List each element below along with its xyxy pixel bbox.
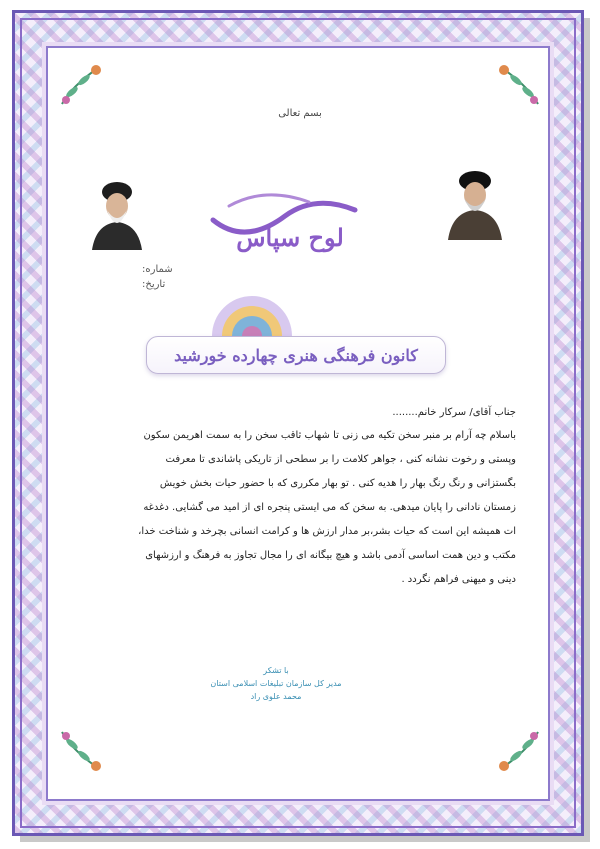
title-text: لوح سپاس <box>236 223 344 252</box>
bismillah-heading: بسم تعالی <box>278 108 322 119</box>
signature-position: مدیر کل سازمان تبلیغات اسلامی استان <box>210 679 342 688</box>
letter-line: مکتب و دین همت اساسی آدمی باشد و هیچ بیگانه ای را مجال تجاوز به فرهنگ و ارزشهای <box>145 550 516 561</box>
letter-line: ات همیشه این است که حیات بشر،بر مدار ارزش ها و کرامت انسانی بچرخد و شناخت خدا، <box>138 526 516 537</box>
signature-block <box>196 664 356 703</box>
letter-body <box>82 404 516 592</box>
letter-line: باسلام چه آرام بر منبر سخن تکیه می زنی تا شهاب ثاقب سخن را به سمت اهریمن سکون <box>143 430 516 441</box>
floral-ornament-icon <box>496 62 542 108</box>
portrait-image <box>88 178 146 250</box>
page-shadow <box>584 18 590 840</box>
date-label: تاریخ: <box>142 279 166 290</box>
page-shadow <box>20 836 590 842</box>
floral-ornament-icon <box>58 728 104 774</box>
letter-line: بگستزانی و رنگ رنگ بهار را هدیه کنی . تو بهار مکرری که با حضور حیات بخش خویش <box>159 478 516 489</box>
rosette-ornament <box>204 296 300 336</box>
organization-name: کانون فرهنگی هنری چهارده خورشید <box>174 345 418 365</box>
floral-ornament-icon <box>58 62 104 108</box>
number-label: شماره: <box>142 264 173 275</box>
letter-line: زمستان نادانی را پایان میدهی. به سخن که می ایستی پنجره ای از امید می گشایی. دغدغه <box>143 502 516 513</box>
letter-line: دینی و میهنی فراهم نگردد . <box>401 574 516 585</box>
signature-thanks: با تشکر <box>263 666 289 675</box>
floral-ornament-icon <box>496 728 542 774</box>
letter-line: وپستی و رخوت نشانه کنی ، جواهر کلامت را بر سطحی از تاریکی پاشاندی تا معرفت <box>165 454 516 465</box>
certificate-title <box>205 176 375 260</box>
signature-name: محمد علوی راد <box>250 692 302 701</box>
organization-banner <box>146 336 446 374</box>
portrait-image <box>446 168 504 240</box>
salutation: جناب آقای/ سرکار خانم........ <box>392 407 516 418</box>
